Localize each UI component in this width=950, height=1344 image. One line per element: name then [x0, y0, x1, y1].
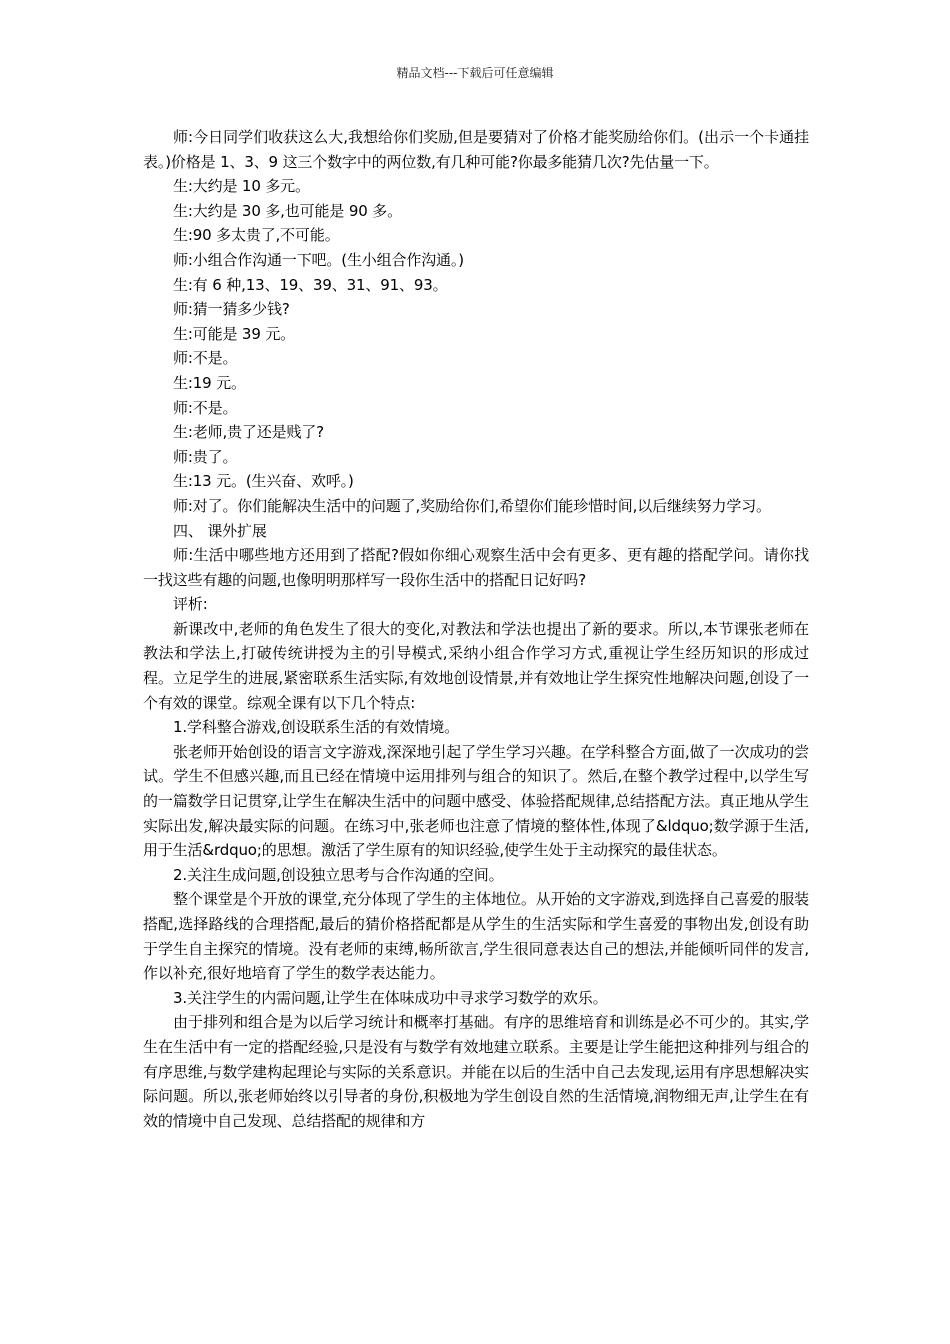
- paragraph: 生:90 多太贵了,不可能。: [173, 226, 340, 245]
- paragraph: 师:猜一猜多少钱?: [173, 300, 290, 319]
- paragraph: 整个课堂是个开放的课堂,充分体现了学生的主体地位。从开始的文字游戏,到选择自己喜爱的服装搭配,选择路线的合理搭配,最后的猜价格搭配都是从学生的生活实际和学生喜爱的事物出发,创设有助于学生自主探究的情境。没有老师的束缚,畅所欲言,学生很同意表达自己的想法,并能倾听同伴的发言,作以补充,很好地培育了学生的数学表达能力。: [143, 890, 809, 983]
- paragraph: 师:不是。: [173, 398, 238, 417]
- paragraph: 生:有 6 种,13、19、39、31、91、93。: [173, 275, 448, 294]
- paragraph: 生:19 元。: [173, 373, 246, 392]
- paragraph: 新课改中,老师的角色发生了很大的变化,对教法和学法也提出了新的要求。所以,本节课张老师在教法和学法上,打破传统讲授为主的引导模式,采纳小组合作学习方式,重视让学生经历知识的形成过程。立足学生的进展,紧密联系生活实际,有效地创设情景,并有效地让学生探究性地解决问题,创设了一个有效的课堂。综观全课有以下几个特点:: [143, 619, 809, 712]
- paragraph: 评析:: [173, 595, 208, 614]
- document-body: [143, 125, 809, 1133]
- paragraph: 张老师开始创设的语言文字游戏,深深地引起了学生学习兴趣。在学科整合方面,做了一次成功的尝试。学生不但感兴趣,而且已经在情境中运用排列与组合的知识了。然后,在整个教学过程中,以学生写的一篇数学日记贯穿,让学生在解决生活中的问题中感受、体验搭配规律,总结搭配方法。真正地从学生实际出发,解决最实际的问题。在练习中,张老师也注意了情境的整体性,体现了&ldquo;数学源于生活,用于生活&rdquo;的思想。激活了学生原有的知识经验,使学生处于主动探究的最佳状态。: [143, 742, 809, 860]
- paragraph: 师:对了。你们能解决生活中的问题了,奖励给你们,希望你们能珍惜时间,以后继续努力学习。: [173, 496, 771, 515]
- paragraph: 由于排列和组合是为以后学习统计和概率打基础。有序的思维培育和训练是必不可少的。其实,学生在生活中有一定的搭配经验,只是没有与数学有效地建立联系。主要是让学生能把这种排列与组合的有序思维,与数学建构起理论与实际的关系意识。并能在以后的生活中自己去发现,运用有序思想解决实际问题。所以,张老师始终以引导者的身份,积极地为学生创设自然的生活情境,润物细无声,让学生在有效的情境中自己发现、总结搭配的规律和方: [143, 1013, 809, 1130]
- paragraph: 生:可能是 39 元。: [173, 324, 296, 343]
- paragraph: 生:大约是 30 多,也可能是 90 多。: [173, 201, 402, 220]
- paragraph: 师:生活中哪些地方还用到了搭配?假如你细心观察生活中会有更多、更有趣的搭配学问。请你找一找这些有趣的问题,也像明明那样写一段你生活中的搭配日记好吗?: [143, 546, 809, 589]
- paragraph: 师:小组合作沟通一下吧。(生小组合作沟通。): [173, 250, 464, 269]
- page-header: 精品文档---下载后可任意编辑: [396, 66, 554, 80]
- paragraph: 生:13 元。(生兴奋、欢呼。): [173, 472, 354, 491]
- section-heading: 四、 课外扩展: [173, 521, 267, 540]
- paragraph: 生:大约是 10 多元。: [173, 177, 310, 196]
- point-heading: 3.关注学生的内需问题,让学生在体味成功中寻求学习数学的欢乐。: [173, 988, 608, 1007]
- paragraph: 师:贵了。: [173, 447, 238, 466]
- point-heading: 2.关注生成问题,创设独立思考与合作沟通的空间。: [173, 865, 504, 884]
- paragraph: 师:不是。: [173, 349, 238, 368]
- point-heading: 1.学科整合游戏,创设联系生活的有效情境。: [173, 718, 459, 737]
- paragraph: 师:今日同学们收获这么大,我想给你们奖励,但是要猜对了价格才能奖励给你们。(出示一个卡通挂表。)价格是 1、3、9 这三个数字中的两位数,有几种可能?你最多能猜几次?先估量一下。: [143, 128, 809, 171]
- paragraph: 生:老师,贵了还是贱了?: [173, 423, 324, 442]
